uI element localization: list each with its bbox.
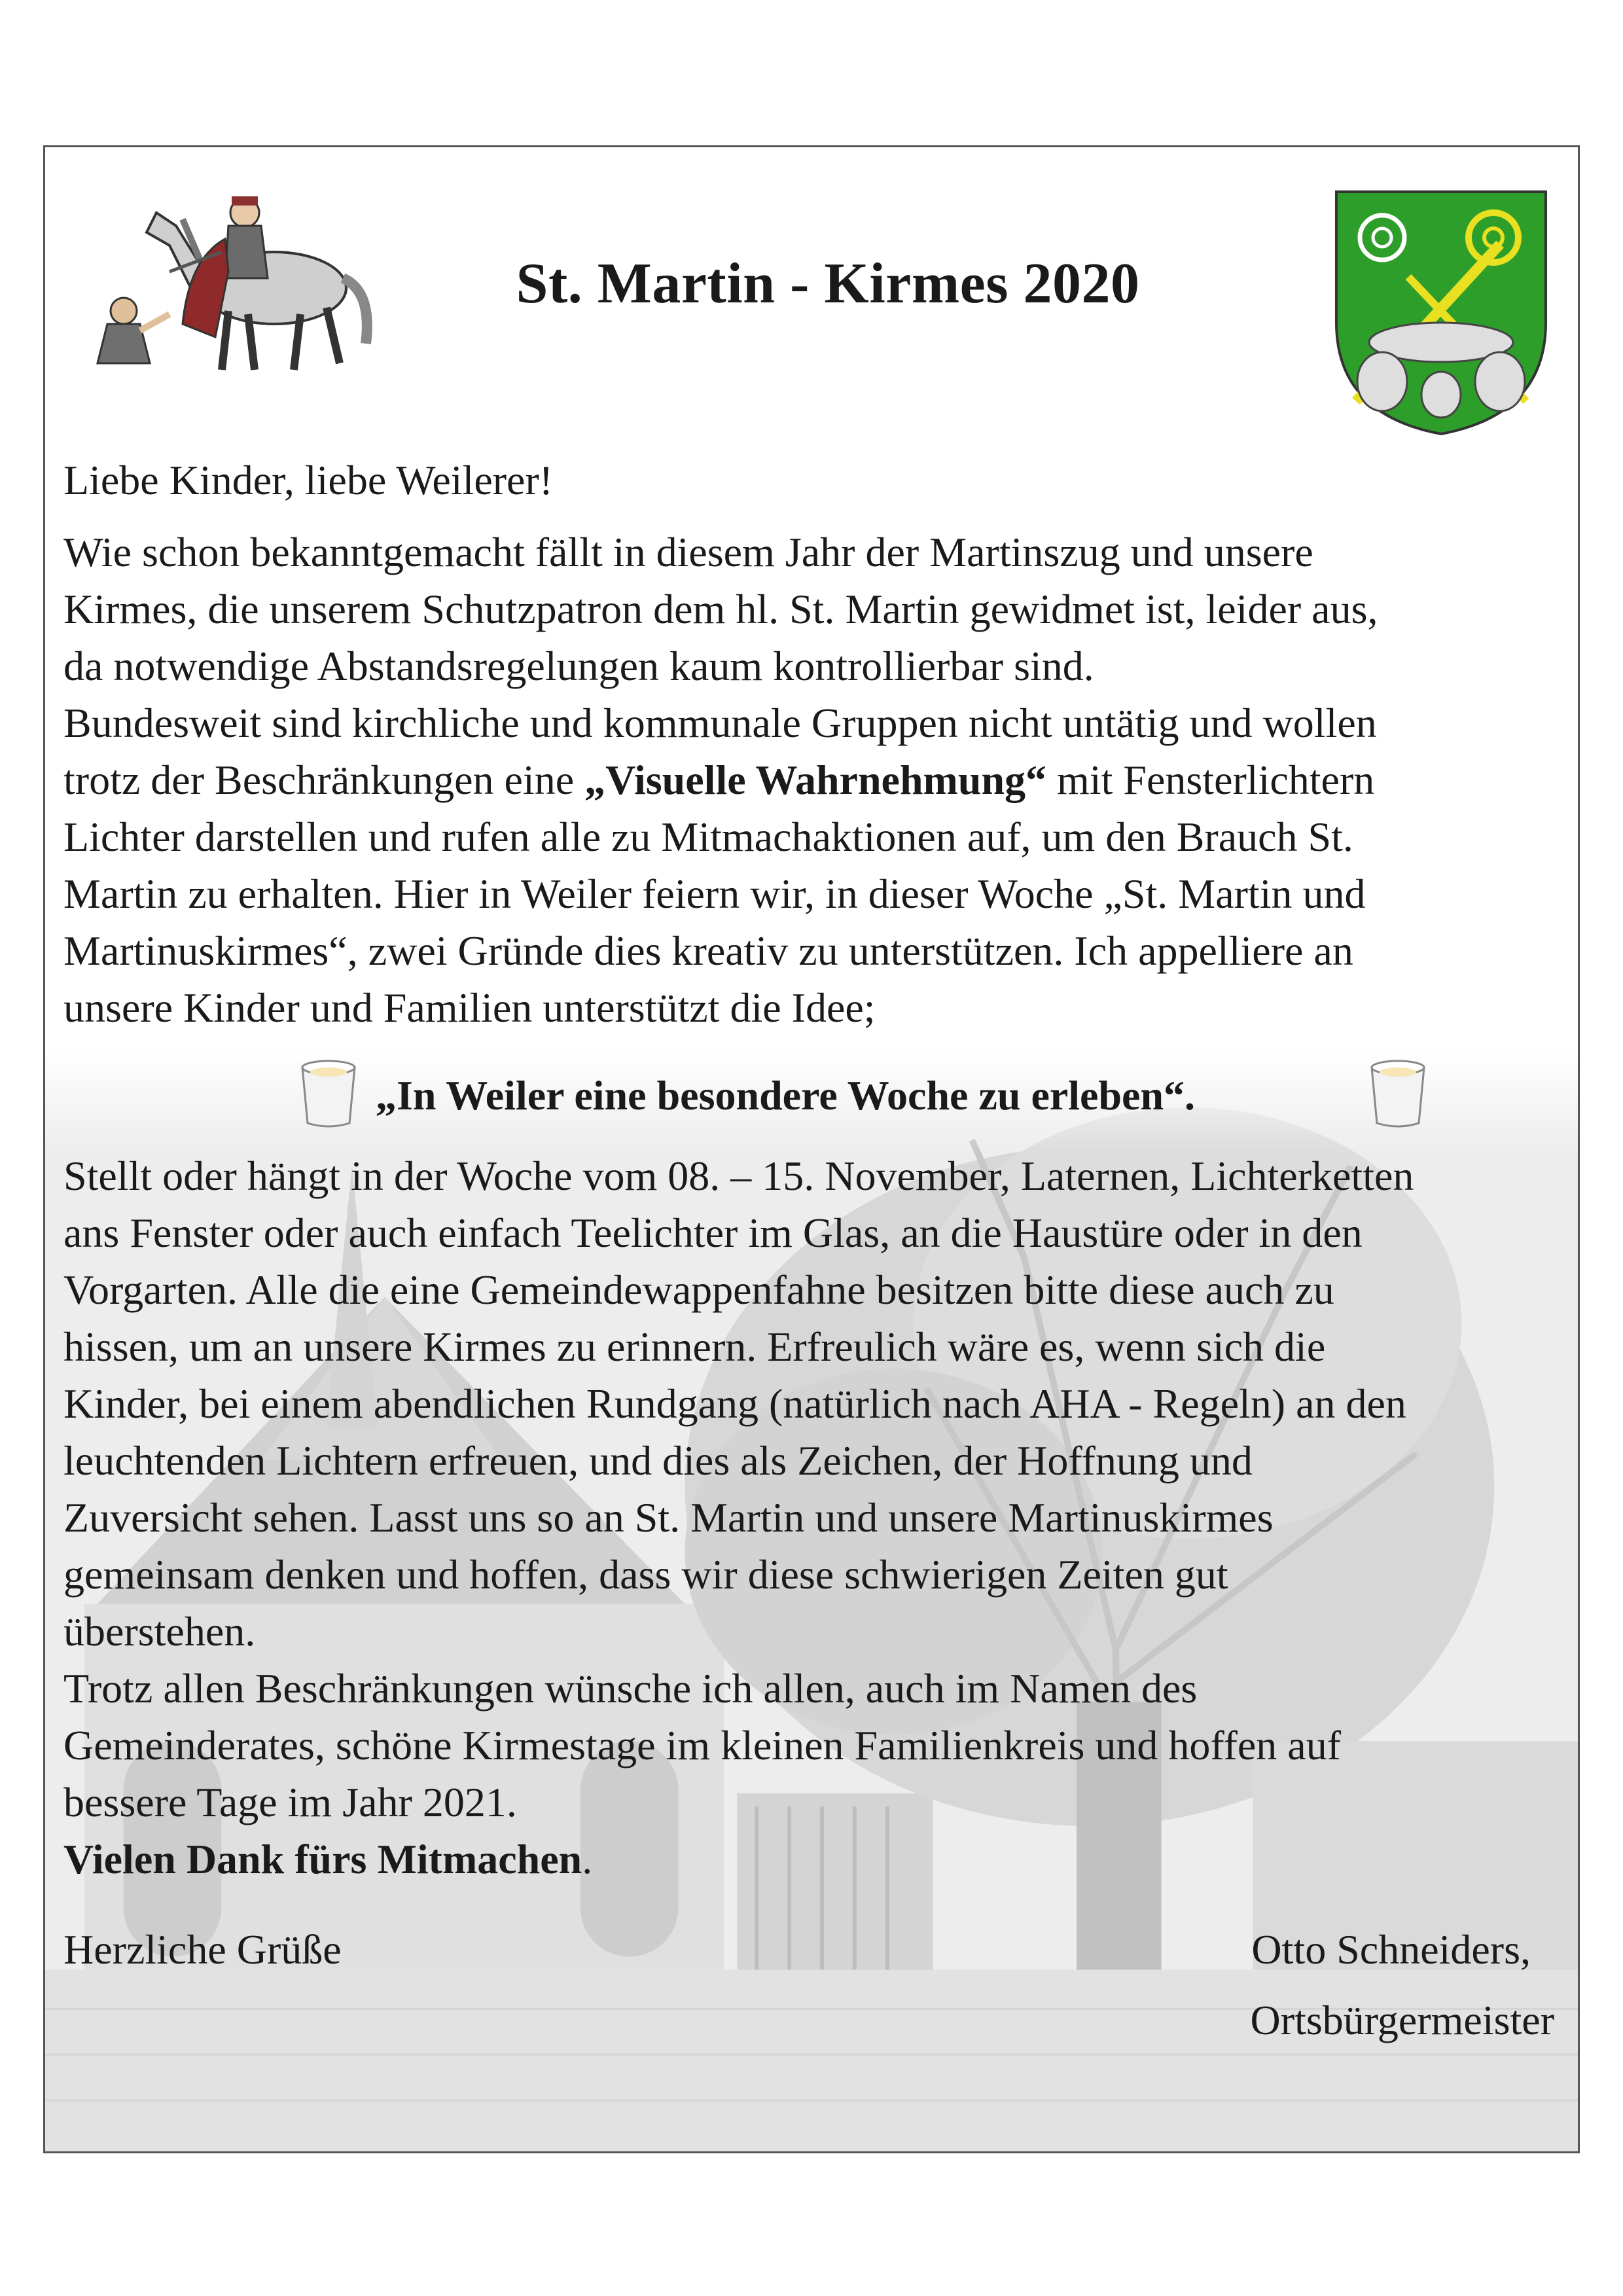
text-line: hissen, um an unsere Kirmes zu erinnern. Erfreulich wäre es, wenn sich die — [63, 1323, 1326, 1370]
text-line: bessere Tage im Jahr 2021. — [63, 1779, 517, 1825]
text-line: Bundesweit sind kirchliche und kommunale Gruppen nicht untätig und wollen — [63, 700, 1377, 746]
text-span: trotz der Beschränkungen eine — [63, 757, 585, 803]
text-line: ans Fenster oder auch einfach Teelichter im Glas, an die Haustüre oder in den — [63, 1210, 1363, 1256]
text-line: Kinder, bei einem abendlichen Rundgang (natürlich nach AHA - Regeln) an den — [63, 1380, 1406, 1427]
text-line: Martinuskirmes“, zwei Gründe dies kreativ zu unterstützen. Ich appelliere an — [63, 927, 1353, 974]
page-title: St. Martin - Kirmes 2020 — [516, 252, 1140, 315]
text-line: unsere Kinder und Familien unterstützt die Idee; — [63, 984, 876, 1031]
bold-phrase: „Visuelle Wahrnehmung“ — [584, 757, 1047, 803]
coat-of-arms-crest — [1330, 185, 1552, 440]
text-line: Zuversicht sehen. Lasst uns so an St. Martin und unsere Martinuskirmes — [63, 1494, 1274, 1541]
greeting-text: Liebe Kinder, liebe Weilerer! — [63, 457, 554, 503]
text-line: leuchtenden Lichtern erfreuen, und dies als Zeichen, der Hoffnung und — [63, 1437, 1253, 1484]
text-line: Martin zu erhalten. Hier in Weiler feiern wir, in dieser Woche „St. Martin und — [63, 870, 1366, 917]
closing-greeting: Herzliche Grüße — [63, 1926, 342, 1973]
text-line: Trotz allen Beschränkungen wünsche ich allen, auch im Namen des — [63, 1665, 1198, 1712]
signature-title: Ortsbürgermeister — [1250, 1997, 1554, 2043]
motto-heading: „In Weiler eine besondere Woche zu erleben“. — [375, 1072, 1196, 1119]
thanks-bold: Vielen Dank fürs Mitmachen — [63, 1836, 582, 1882]
text-span: . — [582, 1836, 593, 1882]
thanks-line — [63, 1831, 1569, 1888]
text-line: Wie schon bekanntgemacht fällt in diesem Jahr der Martinszug und unsere — [63, 529, 1313, 575]
intro-paragraph — [63, 524, 1569, 1036]
text-line: gemeinsam denken und hoffen, dass wir diese schwierigen Zeiten gut — [63, 1551, 1228, 1598]
signature-name: Otto Schneiders, — [1251, 1926, 1531, 1973]
text-span: mit Fensterlichtern — [1046, 757, 1375, 803]
text-line: Stellt oder hängt in der Woche vom 08. – 15. November, Laternen, Lichterketten — [63, 1153, 1414, 1199]
candle-icon — [1365, 1058, 1431, 1130]
text-line: Vorgarten. Alle die eine Gemeindewappenfahne besitzen bitte diese auch zu — [63, 1266, 1334, 1313]
text-line: Gemeinderates, schöne Kirmestage im kleinen Familienkreis und hoffen auf — [63, 1722, 1341, 1768]
text-line: Kirmes, die unserem Schutzpatron dem hl. St. Martin gewidmet ist, leider aus, — [63, 586, 1378, 632]
text-line: Lichter darstellen und rufen alle zu Mitmachaktionen auf, um den Brauch St. — [63, 814, 1353, 860]
text-line: überstehen. — [63, 1608, 256, 1655]
flyer-frame — [43, 145, 1580, 2153]
text-line: da notwendige Abstandsregelungen kaum kontrollierbar sind. — [63, 643, 1094, 689]
main-paragraph — [63, 1147, 1569, 1888]
text-line — [63, 751, 1569, 808]
